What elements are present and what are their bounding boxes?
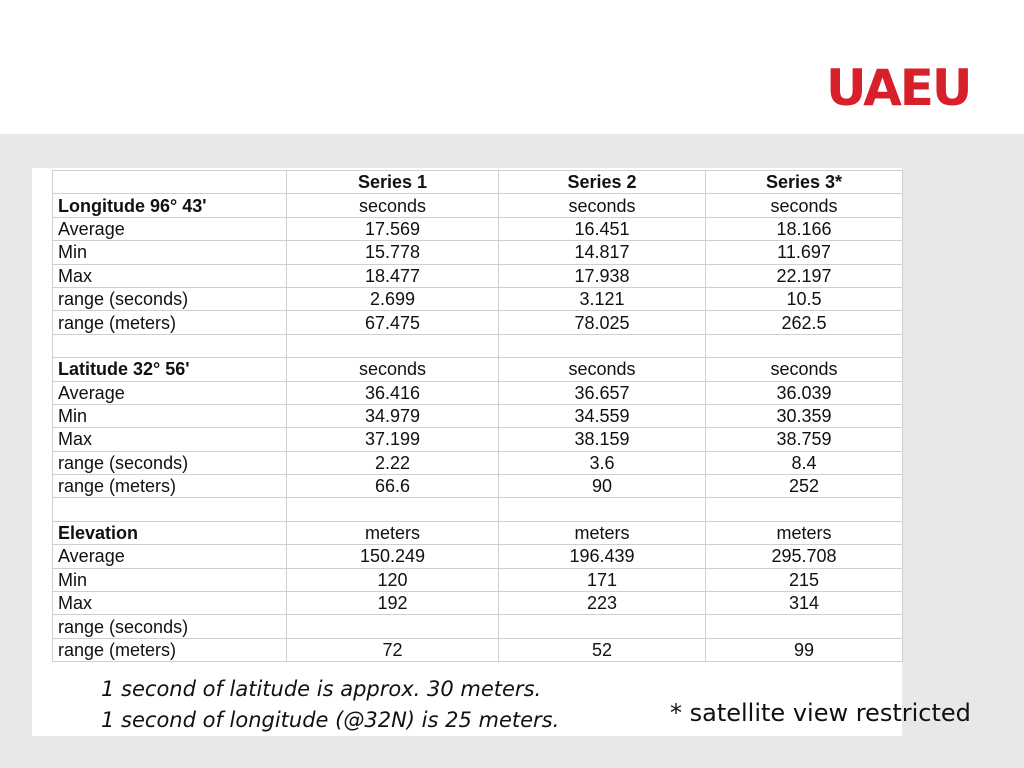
table-row [53, 615, 903, 638]
value-cell: 17.569 [287, 217, 499, 240]
value-cell: seconds [706, 194, 903, 217]
value-cell: 15.778 [287, 241, 499, 264]
value-cell: 52 [499, 638, 706, 661]
row-label: Min [53, 241, 287, 264]
value-cell [287, 498, 499, 521]
measurement-table [52, 170, 903, 662]
value-cell: 34.979 [287, 404, 499, 427]
row-label: Max [53, 264, 287, 287]
row-label: range (seconds) [53, 615, 287, 638]
value-cell [706, 334, 903, 357]
value-cell: 150.249 [287, 545, 499, 568]
row-label: range (meters) [53, 475, 287, 498]
value-cell: seconds [706, 358, 903, 381]
value-cell: meters [706, 521, 903, 544]
spacer-row [53, 334, 903, 357]
value-cell: 38.159 [499, 428, 706, 451]
value-cell: 8.4 [706, 451, 903, 474]
value-cell: seconds [287, 358, 499, 381]
table-row [53, 428, 903, 451]
value-cell: 38.759 [706, 428, 903, 451]
value-cell: 2.699 [287, 287, 499, 310]
value-cell: 192 [287, 592, 499, 615]
value-cell: 120 [287, 568, 499, 591]
value-cell: 14.817 [499, 241, 706, 264]
header-cell: Series 2 [499, 171, 706, 194]
value-cell: 11.697 [706, 241, 903, 264]
table-row [53, 217, 903, 240]
row-label [53, 334, 287, 357]
table-row [53, 381, 903, 404]
value-cell [499, 498, 706, 521]
value-cell: 171 [499, 568, 706, 591]
table-row [53, 264, 903, 287]
value-cell: 22.197 [706, 264, 903, 287]
value-cell: 16.451 [499, 217, 706, 240]
row-label: Longitude 96° 43' [53, 194, 287, 217]
table-row [53, 404, 903, 427]
table-row [53, 451, 903, 474]
value-cell: 36.039 [706, 381, 903, 404]
value-cell: 262.5 [706, 311, 903, 334]
row-label: Max [53, 592, 287, 615]
row-label: Min [53, 568, 287, 591]
row-label: Latitude 32° 56' [53, 358, 287, 381]
value-cell [287, 615, 499, 638]
table-row [53, 475, 903, 498]
value-cell: 72 [287, 638, 499, 661]
value-cell: 30.359 [706, 404, 903, 427]
value-cell: 67.475 [287, 311, 499, 334]
value-cell: 17.938 [499, 264, 706, 287]
table-row [53, 638, 903, 661]
row-label: Average [53, 545, 287, 568]
row-label [53, 498, 287, 521]
value-cell: 215 [706, 568, 903, 591]
row-label: range (seconds) [53, 287, 287, 310]
value-cell: 196.439 [499, 545, 706, 568]
value-cell: 66.6 [287, 475, 499, 498]
header-cell: Series 1 [287, 171, 499, 194]
value-cell: 295.708 [706, 545, 903, 568]
value-cell: 18.166 [706, 217, 903, 240]
value-cell: meters [287, 521, 499, 544]
section-header-row [53, 521, 903, 544]
value-cell: 36.657 [499, 381, 706, 404]
row-label: range (meters) [53, 638, 287, 661]
value-cell [499, 334, 706, 357]
value-cell: seconds [287, 194, 499, 217]
row-label: Max [53, 428, 287, 451]
value-cell: meters [499, 521, 706, 544]
table-row [53, 592, 903, 615]
section-header-row [53, 358, 903, 381]
note-longitude: 1 second of longitude (@32N) is 25 meters. [101, 708, 560, 732]
uaeu-logo: UAEU [826, 59, 971, 117]
table-body [53, 194, 903, 662]
footnote: * satellite view restricted [670, 699, 971, 727]
table-row [53, 241, 903, 264]
value-cell: 36.416 [287, 381, 499, 404]
value-cell [287, 334, 499, 357]
table-row [53, 568, 903, 591]
value-cell: 3.6 [499, 451, 706, 474]
row-label: Average [53, 381, 287, 404]
value-cell: 2.22 [287, 451, 499, 474]
value-cell: 314 [706, 592, 903, 615]
value-cell: 252 [706, 475, 903, 498]
table-row [53, 311, 903, 334]
row-label: Average [53, 217, 287, 240]
value-cell: 34.559 [499, 404, 706, 427]
value-cell: 37.199 [287, 428, 499, 451]
section-header-row [53, 194, 903, 217]
table-row [53, 287, 903, 310]
note-latitude: 1 second of latitude is approx. 30 meters. [101, 677, 542, 701]
row-label: Elevation [53, 521, 287, 544]
value-cell: 99 [706, 638, 903, 661]
value-cell: 223 [499, 592, 706, 615]
table-header-row [53, 171, 903, 194]
row-label: Min [53, 404, 287, 427]
value-cell: 18.477 [287, 264, 499, 287]
value-cell: seconds [499, 194, 706, 217]
row-label: range (meters) [53, 311, 287, 334]
table-row [53, 545, 903, 568]
header-cell: Series 3* [706, 171, 903, 194]
value-cell: seconds [499, 358, 706, 381]
conversion-notes [101, 674, 559, 736]
value-cell: 90 [499, 475, 706, 498]
row-label: range (seconds) [53, 451, 287, 474]
value-cell: 78.025 [499, 311, 706, 334]
value-cell [499, 615, 706, 638]
value-cell: 3.121 [499, 287, 706, 310]
value-cell: 10.5 [706, 287, 903, 310]
header-cell [53, 171, 287, 194]
spacer-row [53, 498, 903, 521]
value-cell [706, 498, 903, 521]
value-cell [706, 615, 903, 638]
